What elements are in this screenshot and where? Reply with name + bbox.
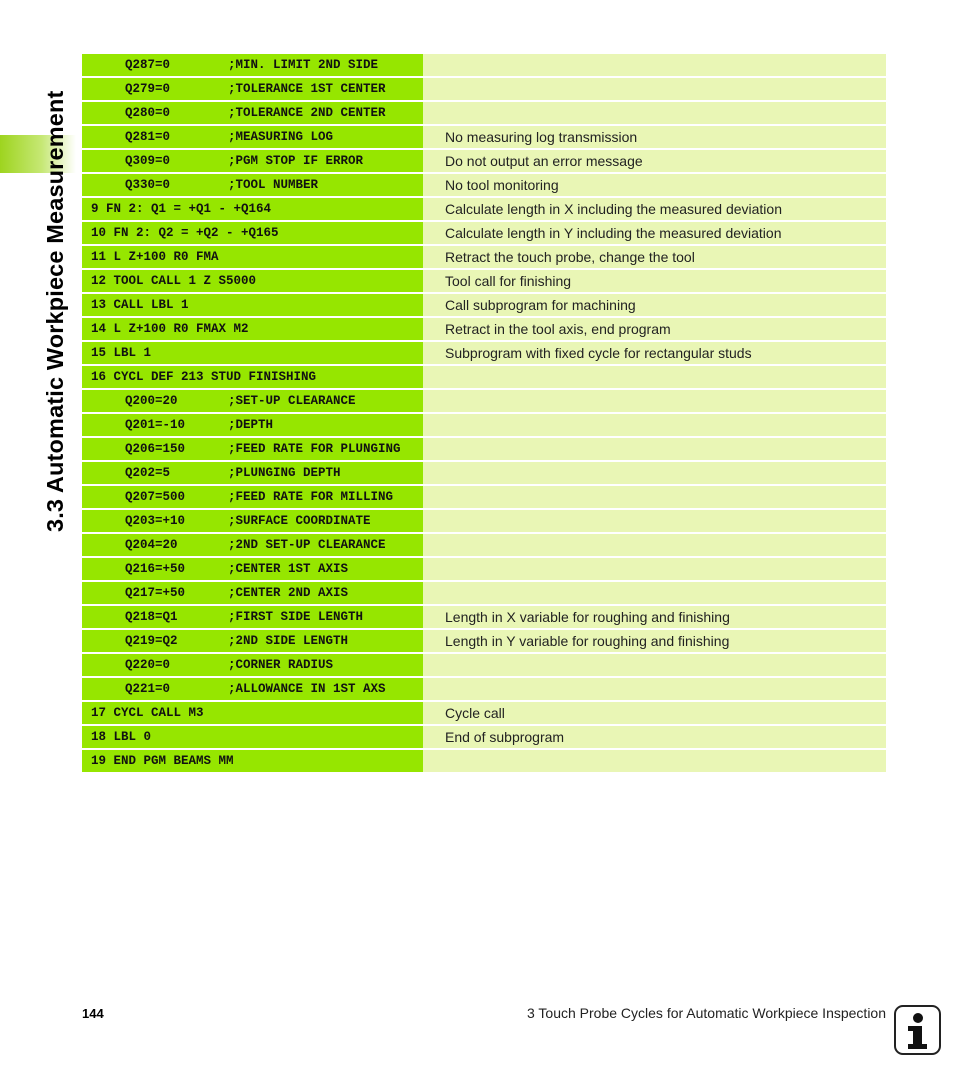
table-row <box>82 702 886 724</box>
table-row <box>82 678 886 700</box>
table-row <box>82 54 886 76</box>
cycle-parameter: Q200=20 <box>125 394 178 408</box>
table-row <box>82 78 886 100</box>
table-row <box>82 750 886 772</box>
nc-block: 10 FN 2: Q2 = +Q2 - +Q165 <box>91 226 279 240</box>
description-cell: No tool monitoring <box>423 174 886 196</box>
description-cell <box>423 750 886 772</box>
table-row <box>82 342 886 364</box>
description-cell <box>423 102 886 124</box>
table-row <box>82 174 886 196</box>
nc-code-cell <box>82 534 423 556</box>
description-cell: Call subprogram for machining <box>423 294 886 316</box>
description-cell <box>423 678 886 700</box>
parameter-comment: ;FEED RATE FOR PLUNGING <box>228 442 401 456</box>
nc-block: 11 L Z+100 R0 FMA <box>91 250 219 264</box>
description-cell: Tool call for finishing <box>423 270 886 292</box>
table-row <box>82 318 886 340</box>
description-cell <box>423 558 886 580</box>
table-row <box>82 630 886 652</box>
nc-code-cell <box>82 246 423 268</box>
nc-code-cell <box>82 726 423 748</box>
table-row <box>82 198 886 220</box>
description-cell: Retract in the tool axis, end program <box>423 318 886 340</box>
nc-code-cell <box>82 558 423 580</box>
parameter-comment: ;PGM STOP IF ERROR <box>228 154 364 168</box>
table-row <box>82 294 886 316</box>
table-row <box>82 582 886 604</box>
table-row <box>82 438 886 460</box>
table-row <box>82 534 886 556</box>
description-cell <box>423 78 886 100</box>
nc-code-cell <box>82 102 423 124</box>
info-icon <box>894 1005 941 1055</box>
nc-code-cell <box>82 198 423 220</box>
nc-code-cell <box>82 294 423 316</box>
nc-program-table <box>82 54 886 774</box>
description-cell: Cycle call <box>423 702 886 724</box>
description-cell: Calculate length in Y including the measured deviation <box>423 222 886 244</box>
cycle-parameter: Q280=0 <box>125 106 171 120</box>
description-cell: No measuring log transmission <box>423 126 886 148</box>
cycle-parameter: Q216=+50 <box>125 562 186 576</box>
cycle-parameter: Q202=5 <box>125 466 171 480</box>
nc-block: 9 FN 2: Q1 = +Q1 - +Q164 <box>91 202 272 216</box>
cycle-parameter: Q281=0 <box>125 130 171 144</box>
description-cell <box>423 390 886 412</box>
table-row <box>82 558 886 580</box>
description-cell: Length in X variable for roughing and finishing <box>423 606 886 628</box>
table-row <box>82 246 886 268</box>
parameter-comment: ;2ND SET-UP CLEARANCE <box>228 538 386 552</box>
table-row <box>82 390 886 412</box>
description-cell: Subprogram with fixed cycle for rectangular studs <box>423 342 886 364</box>
nc-code-cell <box>82 486 423 508</box>
cycle-parameter: Q204=20 <box>125 538 178 552</box>
nc-code-cell <box>82 390 423 412</box>
description-cell <box>423 582 886 604</box>
table-row <box>82 366 886 388</box>
nc-code-cell <box>82 438 423 460</box>
parameter-comment: ;FEED RATE FOR MILLING <box>228 490 394 504</box>
description-cell <box>423 462 886 484</box>
description-cell <box>423 414 886 436</box>
nc-code-cell <box>82 78 423 100</box>
cycle-parameter: Q287=0 <box>125 58 171 72</box>
cycle-parameter: Q220=0 <box>125 658 171 672</box>
description-cell <box>423 534 886 556</box>
nc-block: 13 CALL LBL 1 <box>91 298 189 312</box>
table-row <box>82 222 886 244</box>
description-cell <box>423 510 886 532</box>
nc-code-cell <box>82 342 423 364</box>
parameter-comment: ;SURFACE COORDINATE <box>228 514 371 528</box>
nc-code-cell <box>82 126 423 148</box>
cycle-parameter: Q279=0 <box>125 82 171 96</box>
parameter-comment: ;MEASURING LOG <box>228 130 334 144</box>
section-title: 3.3 Automatic Workpiece Measurement <box>42 90 68 532</box>
parameter-comment: ;TOLERANCE 1ST CENTER <box>228 82 386 96</box>
parameter-comment: ;CENTER 2ND AXIS <box>228 586 349 600</box>
cycle-parameter: Q203=+10 <box>125 514 186 528</box>
table-row <box>82 486 886 508</box>
chapter-title: 3 Touch Probe Cycles for Automatic Workpiece Inspection <box>527 1005 886 1021</box>
table-row <box>82 150 886 172</box>
nc-block: 17 CYCL CALL M3 <box>91 706 204 720</box>
nc-code-cell <box>82 366 423 388</box>
table-row <box>82 414 886 436</box>
parameter-comment: ;CENTER 1ST AXIS <box>228 562 349 576</box>
description-cell: Do not output an error message <box>423 150 886 172</box>
nc-code-cell <box>82 654 423 676</box>
description-cell: Retract the touch probe, change the tool <box>423 246 886 268</box>
description-cell <box>423 486 886 508</box>
nc-code-cell <box>82 462 423 484</box>
nc-block: 12 TOOL CALL 1 Z S5000 <box>91 274 257 288</box>
nc-code-cell <box>82 750 423 772</box>
cycle-parameter: Q221=0 <box>125 682 171 696</box>
parameter-comment: ;FIRST SIDE LENGTH <box>228 610 364 624</box>
nc-block: 15 LBL 1 <box>91 346 152 360</box>
nc-code-cell <box>82 174 423 196</box>
nc-code-cell <box>82 510 423 532</box>
description-cell <box>423 366 886 388</box>
parameter-comment: ;TOLERANCE 2ND CENTER <box>228 106 386 120</box>
nc-code-cell <box>82 702 423 724</box>
table-row <box>82 510 886 532</box>
nc-code-cell <box>82 270 423 292</box>
cycle-parameter: Q201=-10 <box>125 418 186 432</box>
nc-code-cell <box>82 318 423 340</box>
nc-block: 14 L Z+100 R0 FMAX M2 <box>91 322 249 336</box>
cycle-parameter: Q217=+50 <box>125 586 186 600</box>
cycle-parameter: Q207=500 <box>125 490 186 504</box>
nc-code-cell <box>82 606 423 628</box>
page-number: 144 <box>82 1006 104 1021</box>
nc-code-cell <box>82 54 423 76</box>
description-cell <box>423 438 886 460</box>
description-cell: Calculate length in X including the measured deviation <box>423 198 886 220</box>
parameter-comment: ;SET-UP CLEARANCE <box>228 394 356 408</box>
description-cell: Length in Y variable for roughing and finishing <box>423 630 886 652</box>
nc-block: 19 END PGM BEAMS MM <box>91 754 234 768</box>
nc-block: 16 CYCL DEF 213 STUD FINISHING <box>91 370 317 384</box>
nc-code-cell <box>82 582 423 604</box>
table-row <box>82 102 886 124</box>
table-row <box>82 462 886 484</box>
parameter-comment: ;ALLOWANCE IN 1ST AXS <box>228 682 386 696</box>
cycle-parameter: Q206=150 <box>125 442 186 456</box>
nc-code-cell <box>82 630 423 652</box>
cycle-parameter: Q218=Q1 <box>125 610 178 624</box>
nc-code-cell <box>82 414 423 436</box>
cycle-parameter: Q330=0 <box>125 178 171 192</box>
parameter-comment: ;DEPTH <box>228 418 274 432</box>
parameter-comment: ;MIN. LIMIT 2ND SIDE <box>228 58 379 72</box>
description-cell <box>423 54 886 76</box>
nc-block: 18 LBL 0 <box>91 730 152 744</box>
parameter-comment: ;CORNER RADIUS <box>228 658 334 672</box>
table-row <box>82 606 886 628</box>
cycle-parameter: Q219=Q2 <box>125 634 178 648</box>
cycle-parameter: Q309=0 <box>125 154 171 168</box>
table-row <box>82 270 886 292</box>
description-cell: End of subprogram <box>423 726 886 748</box>
table-row <box>82 726 886 748</box>
parameter-comment: ;2ND SIDE LENGTH <box>228 634 349 648</box>
parameter-comment: ;PLUNGING DEPTH <box>228 466 341 480</box>
nc-code-cell <box>82 222 423 244</box>
table-row <box>82 126 886 148</box>
table-row <box>82 654 886 676</box>
description-cell <box>423 654 886 676</box>
nc-code-cell <box>82 678 423 700</box>
parameter-comment: ;TOOL NUMBER <box>228 178 319 192</box>
nc-code-cell <box>82 150 423 172</box>
